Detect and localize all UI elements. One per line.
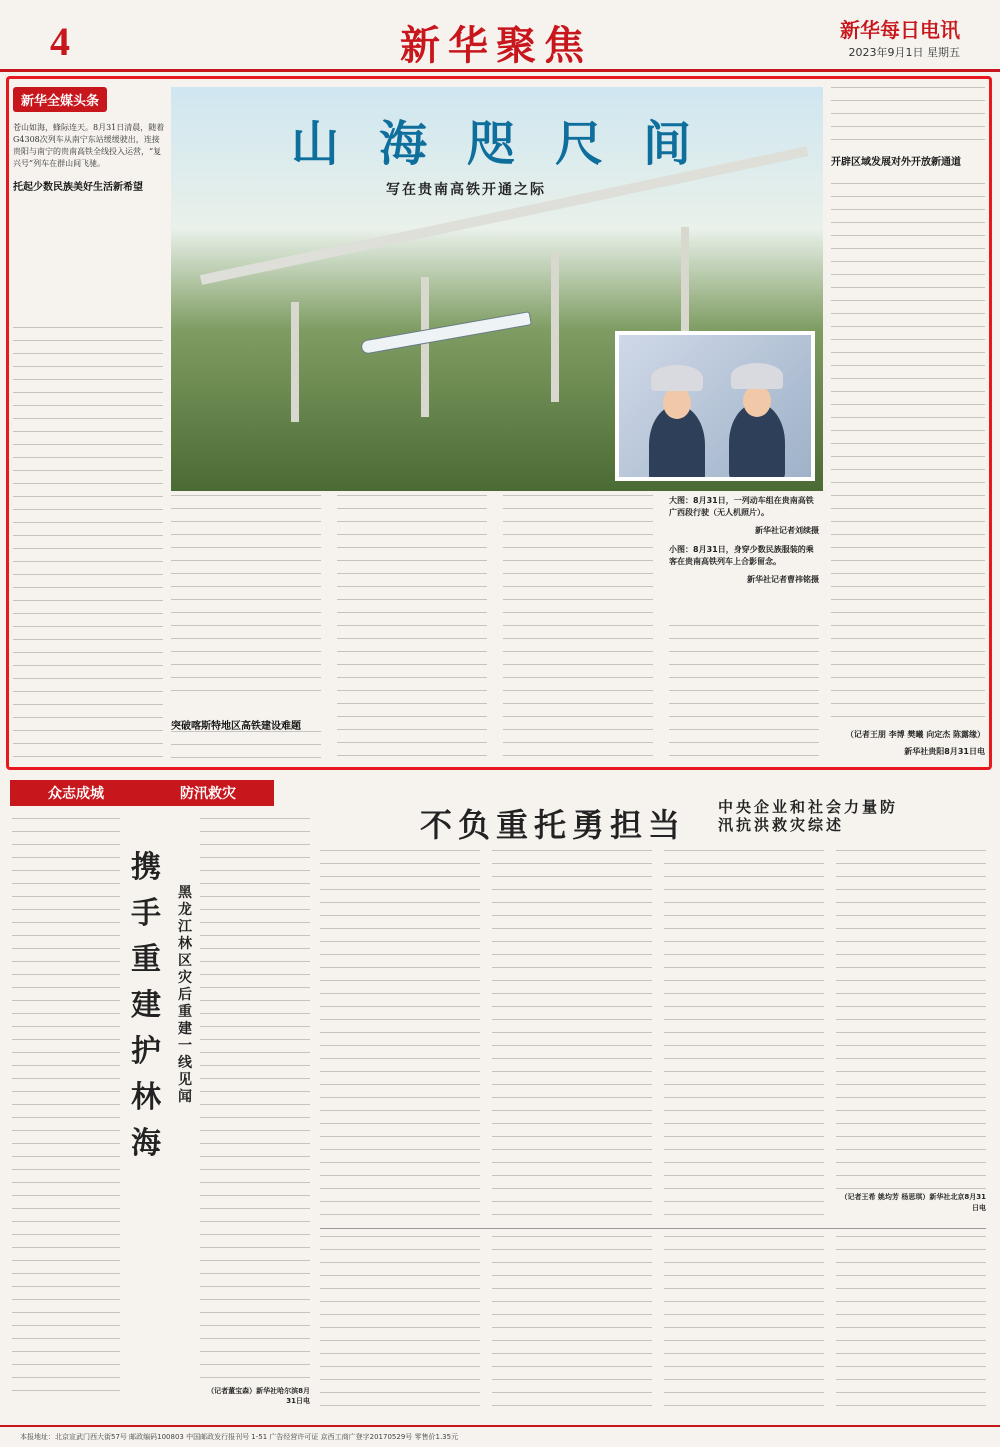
article-text xyxy=(664,1236,824,1406)
article-text xyxy=(320,1236,480,1406)
silver-headdress xyxy=(731,363,783,389)
reporter-byline: （记者王朋 李博 樊曦 向定杰 陈露缘） xyxy=(845,730,985,739)
article-text xyxy=(503,495,653,765)
article-text xyxy=(171,731,321,761)
hero-title: 山海咫尺间 xyxy=(291,116,732,172)
banner-left: 众志成城 xyxy=(48,786,104,802)
masthead xyxy=(0,0,1000,72)
caption-column xyxy=(669,495,819,761)
article-text xyxy=(171,495,321,700)
article-text xyxy=(320,850,480,1220)
hero-photo xyxy=(171,87,823,491)
passenger-face xyxy=(663,387,691,419)
lead-paragraph: 苍山如海，蜂际连天。8月31日清晨，随着G4308次列车从南宁东站缓缓驶出，连接贵阳与南宁的贵南高铁全线投入运营，“复兴号”列车在群山间飞驰。 xyxy=(13,123,165,168)
article-text xyxy=(492,1236,652,1406)
passenger-face xyxy=(743,385,771,417)
article-text xyxy=(13,327,163,767)
subheading-1: 托起少数民族美好生活新希望 xyxy=(13,182,143,193)
article-text xyxy=(836,850,986,1190)
divider xyxy=(320,1228,986,1229)
bridge-pier xyxy=(551,252,559,402)
body-column xyxy=(171,495,321,761)
train-icon xyxy=(361,312,531,353)
issue-date: 2023年9月1日 星期五 xyxy=(848,46,960,59)
subheading-3: 开辟区域发展对外开放新通道 xyxy=(831,157,961,168)
article-text xyxy=(836,1236,986,1406)
hero-subtitle: 写在贵南高铁开通之际 xyxy=(386,182,546,198)
inset-photo xyxy=(615,331,815,481)
headline-tag: 新华全媒头条 xyxy=(13,87,107,112)
body-column xyxy=(503,495,653,761)
page-number: 4 xyxy=(50,19,70,64)
vertical-headline: 携手重建护林海 xyxy=(131,850,161,1161)
footer-text: 本报地址：北京宣武门西大街57号 邮政编码100803 中国邮政发行报刊号 1-51 广告经营许可证 京西工商广登字20170529号 零售价1.35元 xyxy=(20,1433,459,1441)
lower-headline: 不负重托勇担当 xyxy=(420,806,687,844)
article-text xyxy=(831,87,985,147)
bridge-pier xyxy=(291,302,299,422)
dateline: 新华社贵阳8月31日电 xyxy=(904,747,985,756)
section-title: 新华聚焦 xyxy=(400,22,592,69)
article-text xyxy=(669,625,819,765)
article-text xyxy=(12,818,120,1398)
feature-body xyxy=(171,495,987,761)
photo-credit: 新华社记者刘续摄 xyxy=(755,526,819,535)
page-footer xyxy=(0,1425,1000,1447)
lower-subheadline: 中央企业和社会力量防汛抗洪救灾综述 xyxy=(718,798,899,834)
subheading-2: 突破喀斯特地区高铁建设难题 xyxy=(171,721,301,732)
vertical-subheadline: 黑龙江林区灾后重建一线见闻 xyxy=(178,885,192,1105)
bridge-pier xyxy=(421,277,429,417)
article-text xyxy=(200,818,310,1378)
caption-small-photo: 小图：8月31日，身穿少数民族服装的乘客在贵南高铁列车上合影留念。 xyxy=(669,545,814,566)
feature-left-column xyxy=(13,87,165,761)
newspaper-brand: 新华每日电讯 xyxy=(840,18,960,42)
feature-article xyxy=(6,76,992,770)
photo-credit: 新华社记者曹祎铭摄 xyxy=(747,575,819,584)
caption-big-photo: 大图：8月31日，一列动车组在贵南高铁广西段行驶（无人机照片）。 xyxy=(669,496,814,517)
banner-right: 防汛救灾 xyxy=(180,786,236,802)
section-banner xyxy=(10,780,274,806)
body-column xyxy=(337,495,487,761)
lower-right-byline: （记者王希 姚均芳 杨思琪）新华社北京8月31日电 xyxy=(840,1193,986,1212)
article-text xyxy=(492,850,652,1220)
silver-headdress xyxy=(651,365,703,391)
lower-left-byline: （记者董宝森）新华社哈尔滨8月31日电 xyxy=(207,1387,310,1405)
article-text xyxy=(337,495,487,765)
article-text xyxy=(664,850,824,1220)
